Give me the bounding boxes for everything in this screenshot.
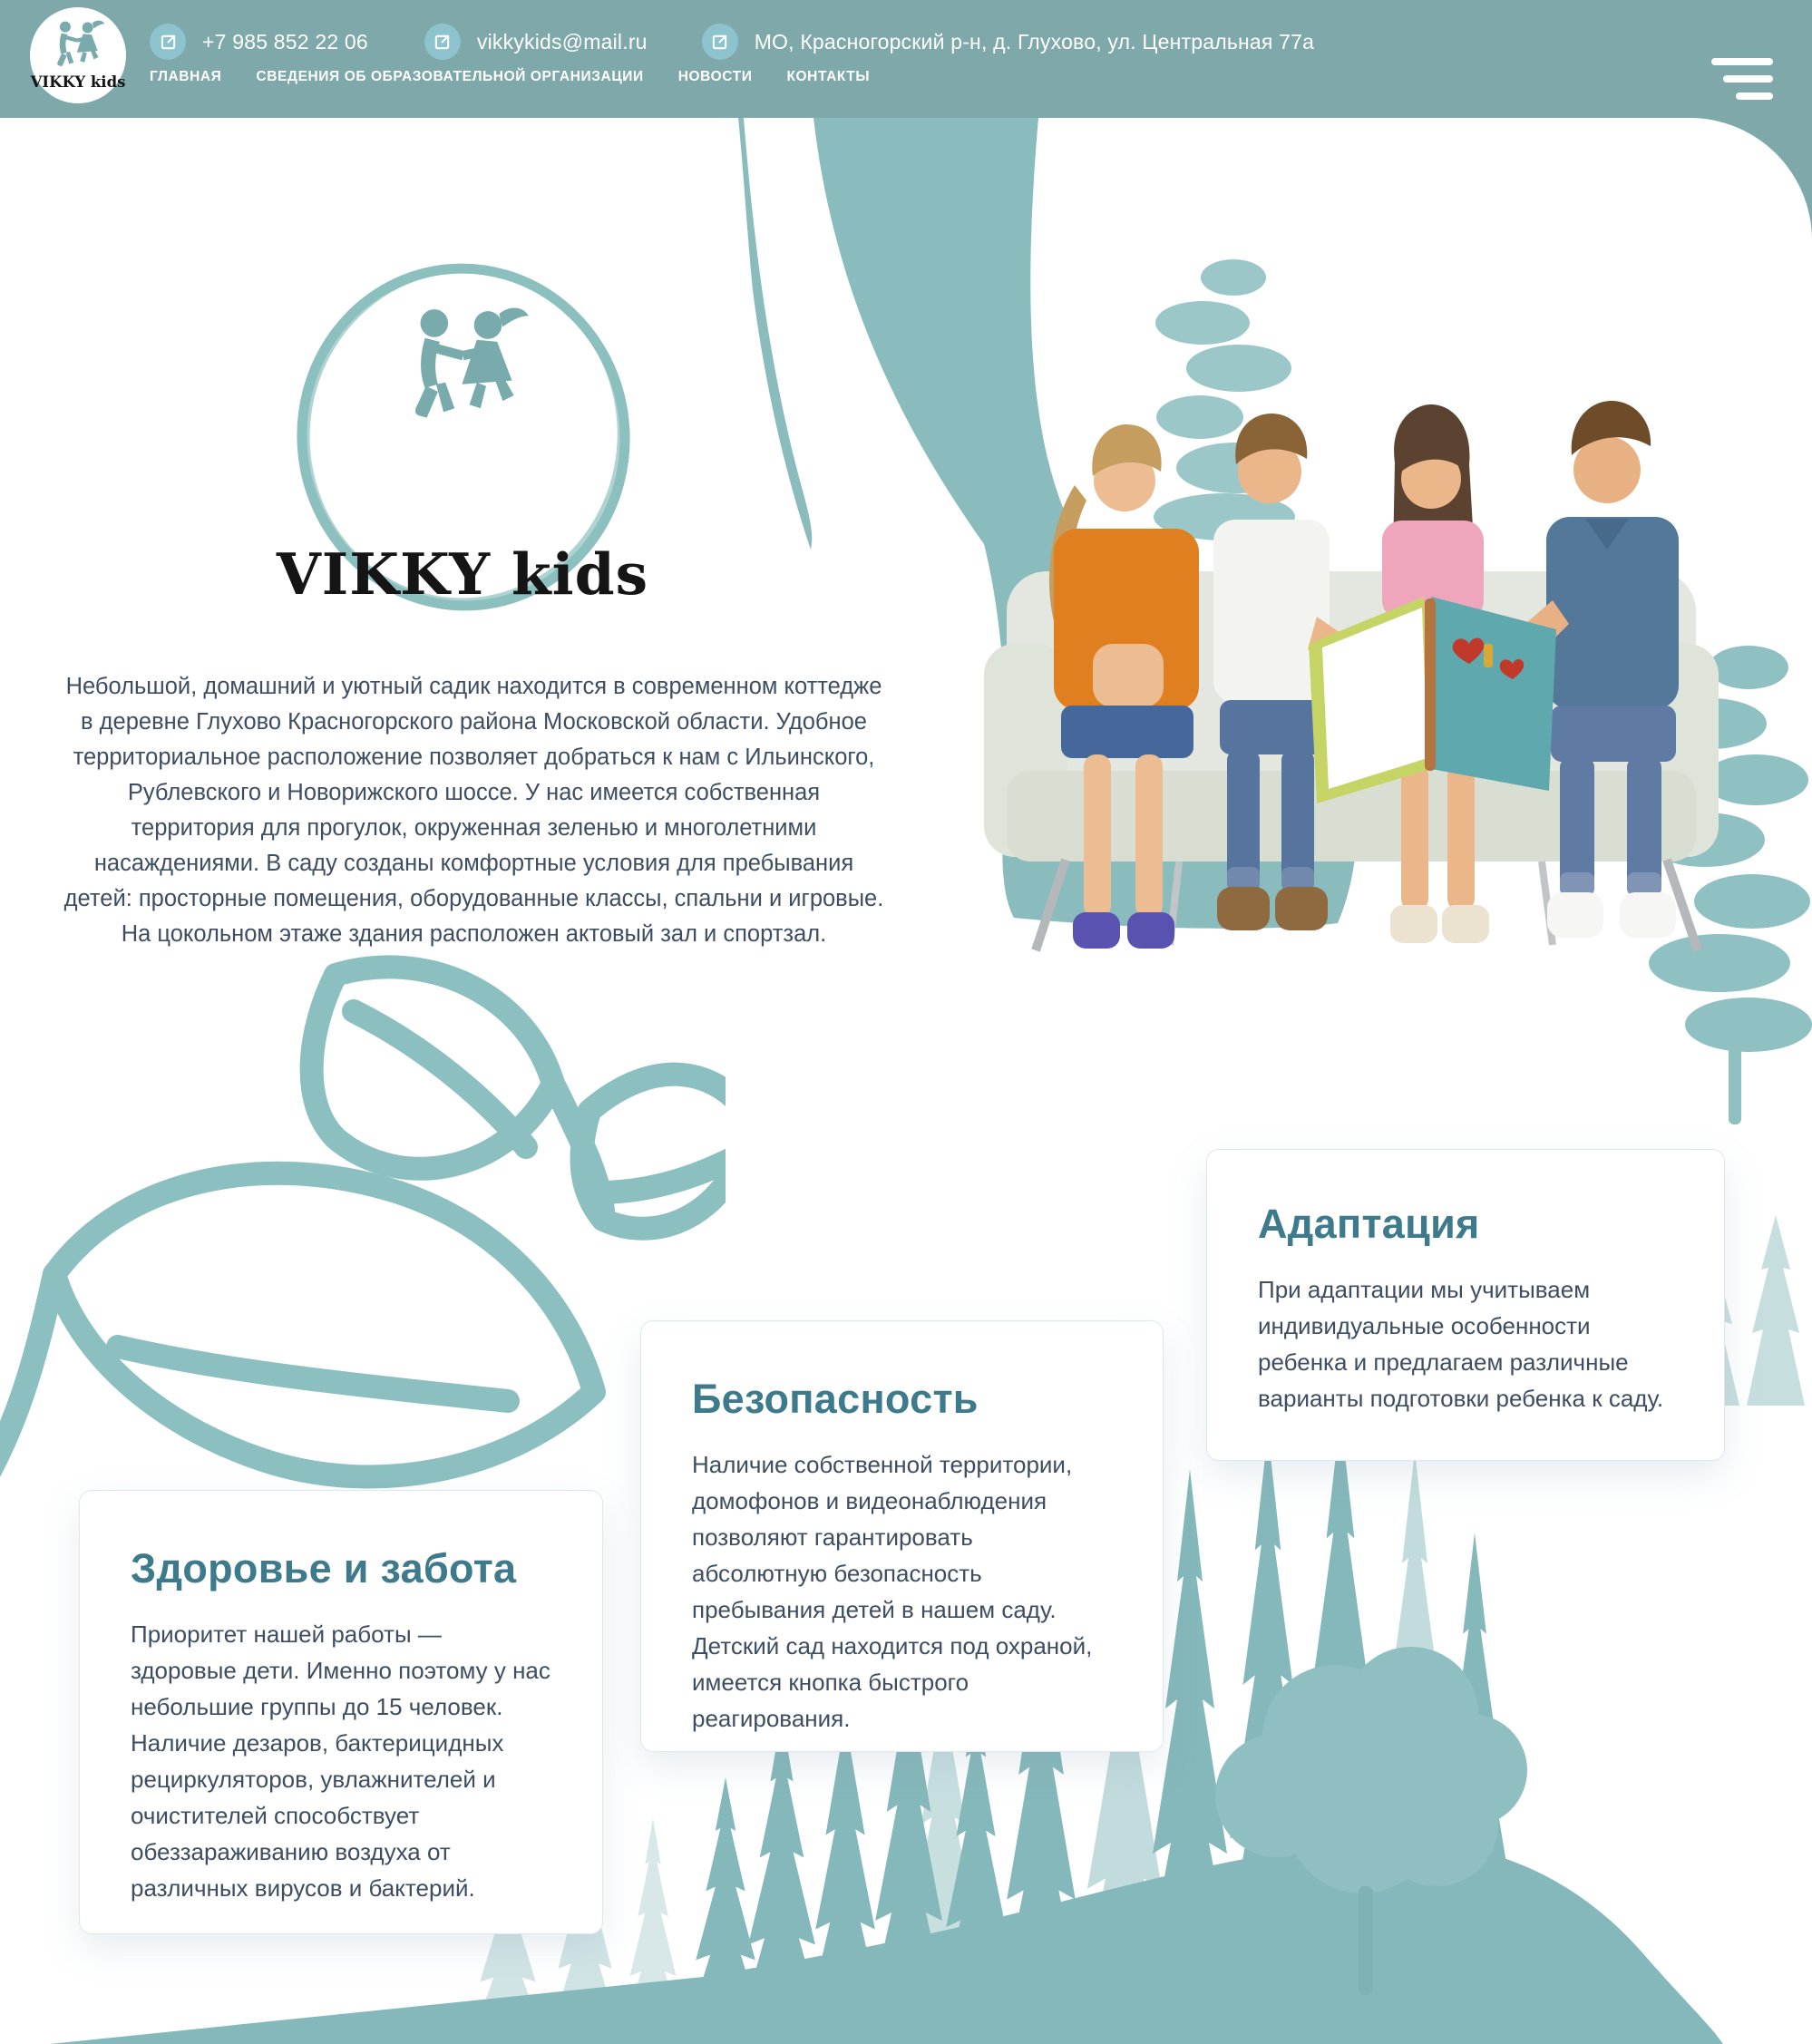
nav-item-news[interactable]: НОВОСТИ (677, 69, 753, 84)
header (0, 0, 1812, 118)
contact-row (150, 24, 1314, 60)
logo[interactable] (30, 7, 126, 103)
main-nav (150, 69, 904, 85)
card-safety (640, 1320, 1164, 1752)
nav-item-org-info[interactable]: СВЕДЕНИЯ ОБ ОБРАЗОВАТЕЛЬНОЙ ОРГАНИЗАЦИИ (256, 69, 644, 84)
external-link-icon (702, 24, 738, 60)
dancing-kids-icon (415, 308, 529, 418)
hamburger-menu-icon[interactable] (1711, 58, 1773, 100)
hero-logo-text: VIKKY kids (276, 540, 649, 608)
card-health (79, 1490, 603, 1934)
card-health-body: Приоритет нашей работы — здоровые дети. Именно поэтому у нас небольшие группы до 15 человек. Наличие дезаров, бактерицидных рециркуляторов, увлажнителей и очистителей способствует обеззараживанию воздуха от различных вирусов и бактерий. (131, 1621, 550, 1903)
external-link-icon (424, 24, 461, 60)
logo-text: VIKKY kids (30, 73, 126, 91)
card-adaptation (1206, 1149, 1725, 1461)
dancing-kids-icon (49, 18, 107, 69)
address-link[interactable] (702, 24, 1314, 60)
card-adaptation-body: При адаптации мы учитываем индивидуальные особенности ребенка и предлагаем различные варианты подготовки ребенка к саду. (1258, 1276, 1664, 1413)
intro-paragraph: Небольшой, домашний и уютный садик находится в современном коттедже в деревне Глухово Красногорского района Московской области. Удобное территориальное расположение позволяет добраться к нам с Ильинского, Рублевского и Новорижского шоссе. У нас имеется собственная территория для прогулок, окруженная зеленью и многолетними насаждениями. В саду созданы комфортные условия для пребывания детей: просторные помещения, оборудованные классы, спальни и игровые. На цокольном этаже здания расположен актовый зал и спортзал. (63, 673, 884, 947)
card-health-title: Здоровье и забота (131, 1545, 517, 1591)
nav-item-contacts[interactable]: КОНТАКТЫ (786, 69, 871, 84)
phone-link[interactable] (150, 24, 368, 60)
kids-reading-photo (907, 345, 1805, 979)
card-safety-title: Безопасность (692, 1376, 979, 1422)
external-link-icon (150, 24, 186, 60)
card-adaptation-title: Адаптация (1258, 1201, 1480, 1247)
address-label: МО, Красногорский р-н, д. Глухово, ул. Центральная 77а (754, 29, 1315, 54)
phone-label: +7 985 852 22 06 (202, 29, 368, 54)
nav-item-home[interactable]: ГЛАВНАЯ (150, 69, 222, 84)
email-link[interactable] (424, 24, 648, 60)
email-label: vikkykids@mail.ru (476, 29, 648, 54)
card-safety-body: Наличие собственной территории, домофонов и видеонаблюдения позволяют гарантировать абсолютную безопасность пребывания детей в нашем саду. Детский сад находится под охраной, имеется кнопка быстрого реагирования. (692, 1451, 1093, 1733)
